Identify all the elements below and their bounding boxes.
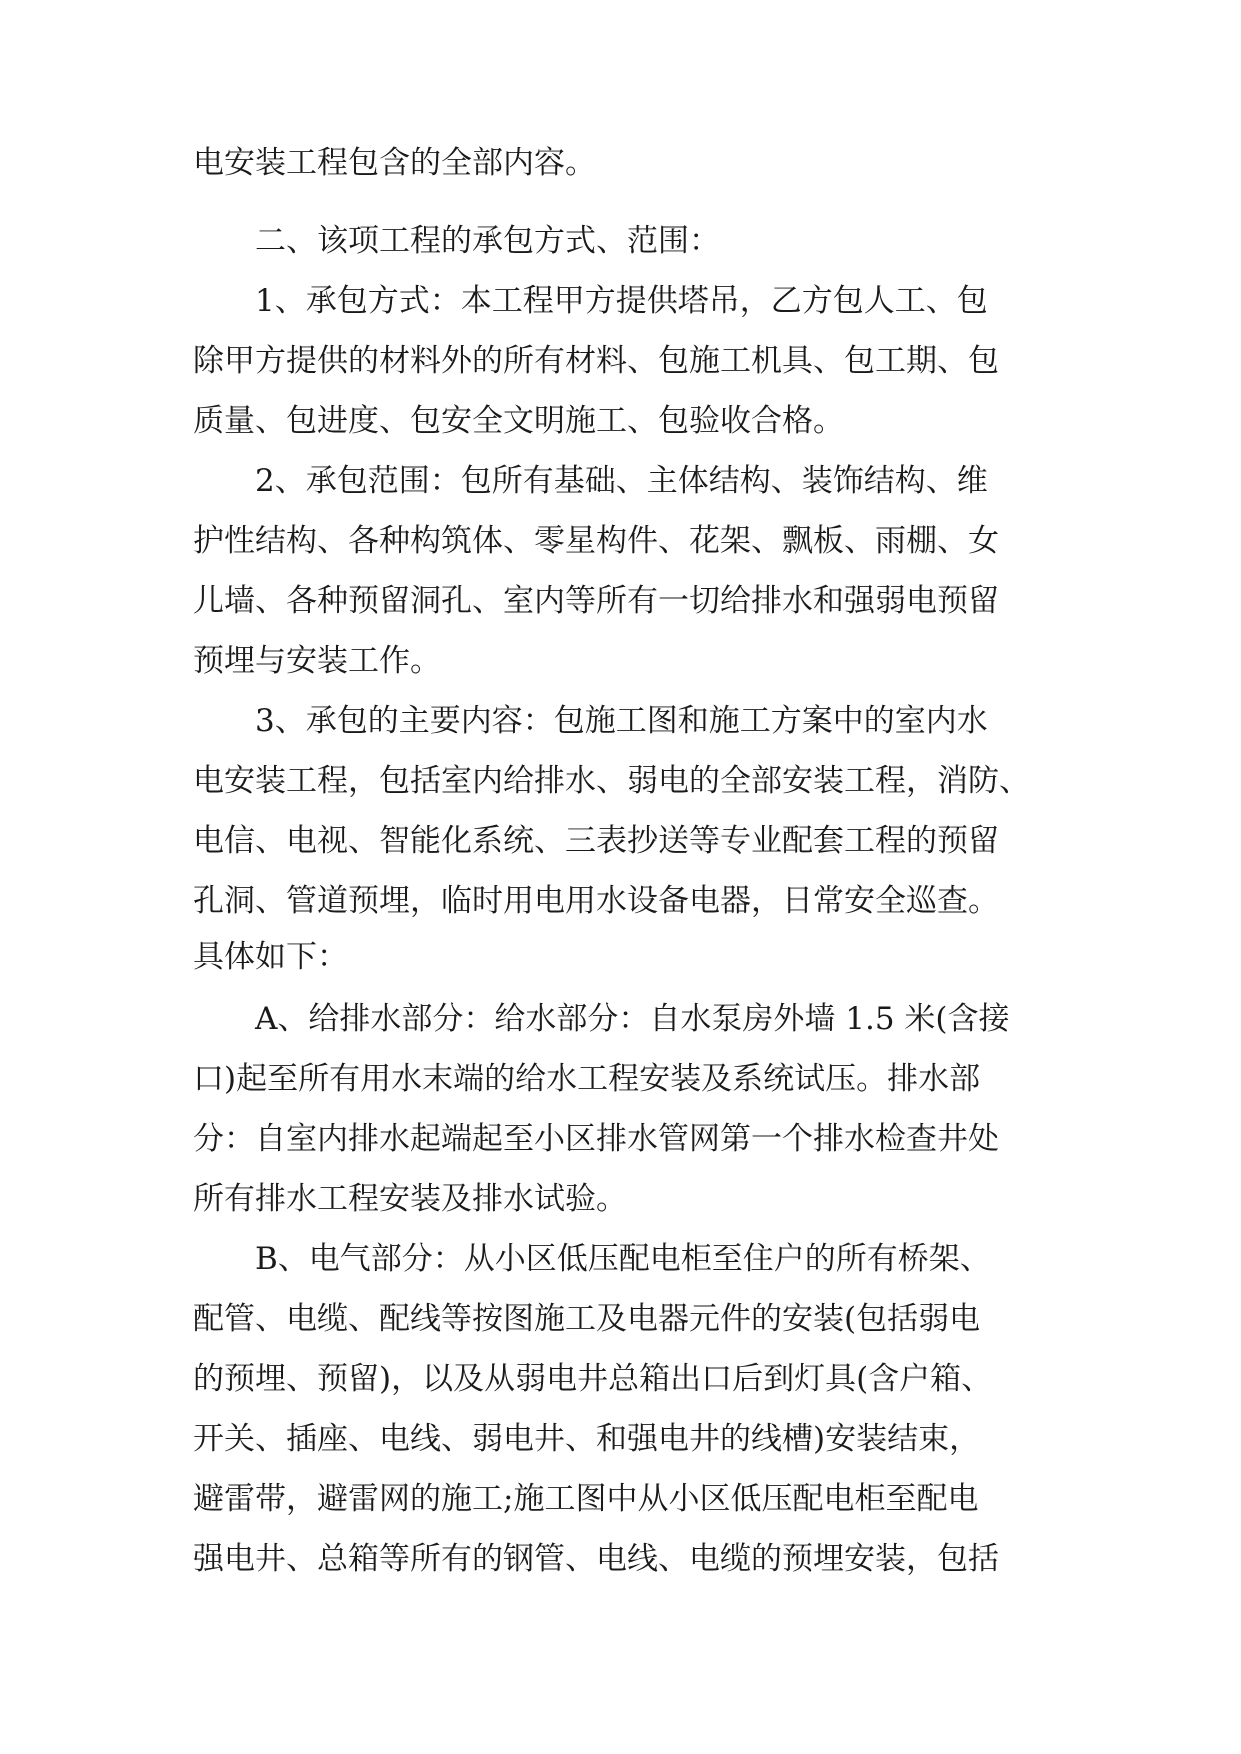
text-line-15: A、给排水部分：给水部分：自水泵房外墙 1.5 米(含接: [255, 1001, 1010, 1037]
text-line-14: 具体如下：: [193, 939, 348, 975]
text-line-3: 1、承包方式：本工程甲方提供塔吊，乙方包人工、包: [255, 283, 988, 319]
text-line-20: 配管、电缆、配线等按图施工及电器元件的安装(包括弱电: [193, 1301, 981, 1337]
text-line-18: 所有排水工程安装及排水试验。: [193, 1181, 627, 1217]
text-line-13: 孔洞、管道预埋，临时用电用水设备电器，日常安全巡查。: [193, 883, 999, 919]
text-line-1: 电安装工程包含的全部内容。: [193, 145, 596, 181]
text-line-21: 的预埋、预留)，以及从弱电井总箱出口后到灯具(含户箱、: [193, 1361, 993, 1397]
text-line-22: 开关、插座、电线、弱电井、和强电井的线槽)安装结束，: [193, 1421, 981, 1457]
text-line-23: 避雷带，避雷网的施工;施工图中从小区低压配电柜至配电: [193, 1481, 979, 1517]
text-line-2: 二、该项工程的承包方式、范围：: [255, 223, 720, 259]
text-line-19: B、电气部分：从小区低压配电柜至住户的所有桥架、: [255, 1241, 991, 1277]
text-line-5: 质量、包进度、包安全文明施工、包验收合格。: [193, 403, 844, 439]
text-line-12: 电信、电视、智能化系统、三表抄送等专业配套工程的预留: [193, 823, 999, 859]
text-line-11: 电安装工程，包括室内给排水、弱电的全部安装工程，消防、: [193, 763, 1030, 799]
text-line-6: 2、承包范围：包所有基础、主体结构、装饰结构、维: [255, 463, 988, 499]
text-line-9: 预埋与安装工作。: [193, 643, 441, 679]
text-line-4: 除甲方提供的材料外的所有材料、包施工机具、包工期、包: [193, 343, 999, 379]
text-line-16: 口)起至所有用水末端的给水工程安装及系统试压。排水部: [193, 1061, 981, 1097]
text-line-10: 3、承包的主要内容：包施工图和施工方案中的室内水: [255, 703, 988, 739]
text-line-17: 分：自室内排水起端起至小区排水管网第一个排水检查井处: [193, 1121, 999, 1157]
text-line-8: 儿墙、各种预留洞孔、室内等所有一切给排水和强弱电预留: [193, 583, 999, 619]
text-line-7: 护性结构、各种构筑体、零星构件、花架、飘板、雨棚、女: [193, 523, 999, 559]
text-line-24: 强电井、总箱等所有的钢管、电线、电缆的预埋安装，包括: [193, 1541, 999, 1577]
